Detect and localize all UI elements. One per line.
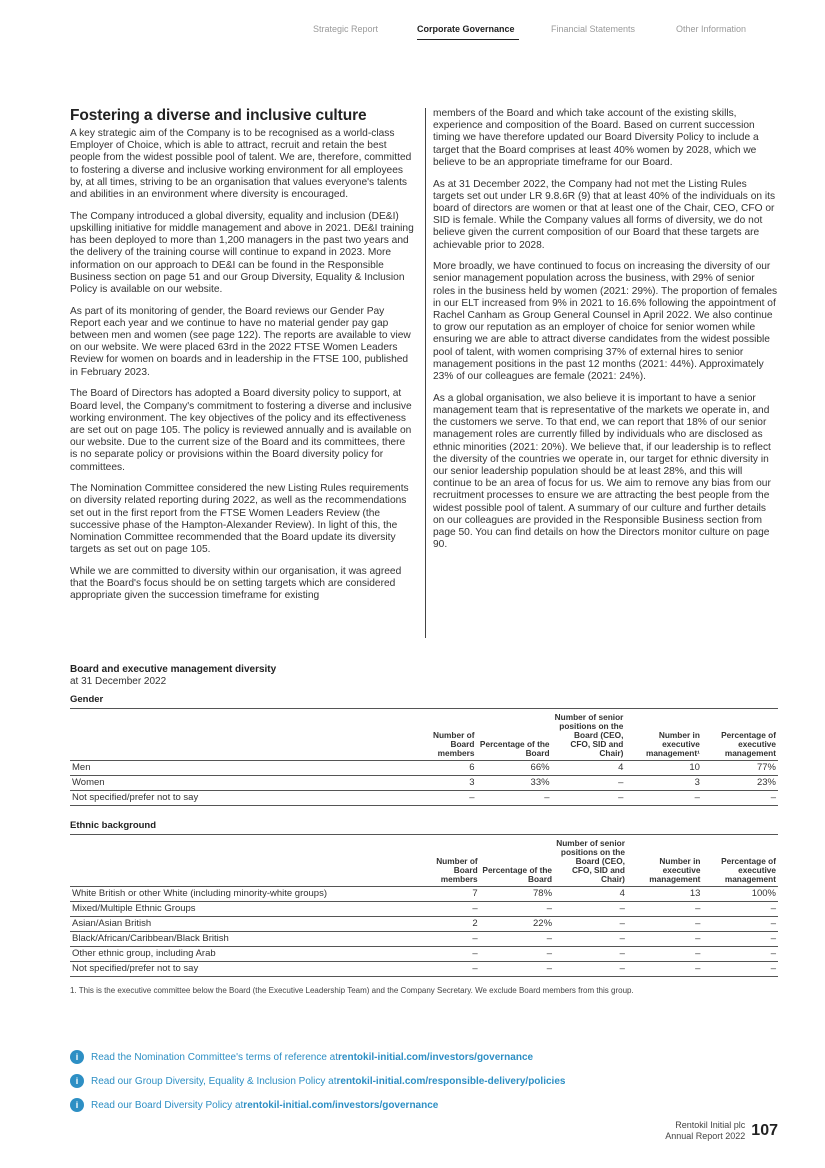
- table-row: [70, 902, 778, 917]
- column-header: Number of senior positions on the Board (CEO, CFO, SID and Chair): [554, 835, 627, 887]
- table-cell: 4: [552, 761, 626, 776]
- column-header: Percentage of the Board: [476, 709, 551, 761]
- column-header: Percentage of executive management: [702, 835, 778, 887]
- table-cell: –: [702, 917, 778, 932]
- table-cell: –: [476, 791, 551, 806]
- table-cell: 6: [409, 761, 476, 776]
- paragraph: The Company introduced a global diversity, equality and inclusion (DE&I) upskilling initiative for middle management and above in 2021. DE&I training has been deployed to more than 1,200 managers in the past two years and the delivery of the training course will continue to expand in 2023. More information on our approach to DE&I can be found in the Responsible Business section on page 51 and our Group Diversity, Equality & Inclusion Policy is available on our website.: [70, 210, 414, 295]
- paragraph: More broadly, we have continued to focus on increasing the diversity of our senior management population across the business, with 29% of senior roles in the business held by women (2021: 29%). The proportion of females in our ELT increased from 9% in 2021 to 16.6% following the appointment of Rachel Canham as Group General Counsel in April 2022. We also continue to grow our reputation as an employer of choice for senior women while ensuring we are able to attract diverse candidates from the widest possible pool of talent, with women comprising 37% of external hires to senior management positions in the past 12 months (2021: 44%). Approximately 23% of our colleagues are female (2021: 24%).: [433, 261, 778, 383]
- row-label: Black/African/Caribbean/Black British: [70, 932, 413, 947]
- footer-company: [665, 1120, 745, 1142]
- row-label: White British or other White (including minority-white groups): [70, 887, 413, 902]
- section-heading: Fostering a diverse and inclusive culture: [70, 107, 367, 124]
- table-cell: –: [627, 947, 703, 962]
- page-number: 107: [751, 1122, 778, 1139]
- table-cell: 66%: [476, 761, 551, 776]
- table-cell: 2: [413, 917, 479, 932]
- column-header: Percentage of executive management: [702, 709, 778, 761]
- reference-links: [70, 1049, 565, 1121]
- paragraph: The Board of Directors has adopted a Board diversity policy to support, at Board level, the Company's commitment to fostering a diverse and inclusive working environment. The key objectives of the policy and its effectiveness are set out on page 105. The policy is reviewed annually and is available on our website. Due to the current size of the Board and its committees, there is no separate policy or provisions within the Board diversity policy for committees.: [70, 388, 412, 473]
- table-cell: 3: [625, 776, 702, 791]
- table-row: [70, 791, 778, 806]
- row-label: Not specified/prefer not to say: [70, 962, 413, 977]
- ethnic-table: [70, 835, 778, 977]
- table-cell: –: [554, 947, 627, 962]
- diversity-tables: [70, 664, 778, 977]
- table-cell: –: [702, 932, 778, 947]
- table-cell: –: [554, 962, 627, 977]
- table-cell: –: [480, 947, 554, 962]
- table-cell: –: [554, 917, 627, 932]
- table-cell: –: [413, 947, 479, 962]
- table-cell: –: [627, 917, 703, 932]
- nav-active-underline: [417, 39, 519, 40]
- table-cell: –: [627, 932, 703, 947]
- table-cell: –: [625, 791, 702, 806]
- link-text: Read the Nomination Committee's terms of reference at: [91, 1051, 339, 1063]
- table-footnote: 1. This is the executive committee below the Board (the Executive Leadership Team) and the Company Secretary. We exclude Board members from this group.: [70, 986, 634, 995]
- table-cell: 3: [409, 776, 476, 791]
- nav-strategic-report[interactable]: Strategic Report: [313, 24, 379, 34]
- paragraph: The Nomination Committee considered the new Listing Rules requirements on diversity related reporting during 2022, as well as the recommendations set out in the first report from the FTSE Women Leaders Review (the successive phase of the Hampton-Alexander Review). In light of this, the Nomination Committee recommended that the Board update its diversity targets as set out on page 105.: [70, 483, 409, 556]
- row-label: Not specified/prefer not to say: [70, 791, 409, 806]
- column-header: Number in executive management¹: [625, 709, 702, 761]
- ethnic-header-row: [70, 835, 778, 887]
- top-navigation: [0, 24, 825, 44]
- column-header: Number of senior positions on the Board (CEO, CFO, SID and Chair): [552, 709, 626, 761]
- link-nomination-terms[interactable]: [70, 1049, 565, 1065]
- diversity-title: Board and executive management diversity: [70, 664, 277, 675]
- report-name: Annual Report 2022: [665, 1131, 746, 1141]
- column-header: Number of Board members: [409, 709, 476, 761]
- table-row: [70, 917, 778, 932]
- link-url[interactable]: rentokil-initial.com/investors/governance: [243, 1099, 439, 1111]
- paragraph: As a global organisation, we also believe it is important to have a senior management team that is representative of the markets we operate in, and the customers we serve. To that end, we can report that 18% of our senior management roles are currently filled by individuals who are disclosed as ethnic minorities (2021: 20%). We believe that, if our leadership is to reflect the diversity of the countries we operate in, our target for ethnic diversity in our senior leadership population should be at least 28%, and this will continue to be an area of focus for us. We aim to remove any bias from our recruitment processes to ensure we are attracting the best people from the widest possible pool of talent. A summary of our culture and further details on our colleagues are provided in the Responsible Business section from page 50. You can find details on how the Directors monitor culture on page 90.: [433, 392, 771, 551]
- column-header: Percentage of the Board: [480, 835, 554, 887]
- table-cell: –: [480, 932, 554, 947]
- link-text: Read our Board Diversity Policy at: [91, 1099, 244, 1111]
- row-label: Women: [70, 776, 409, 791]
- paragraph: members of the Board and which take account of the existing skills, experience and composition of the Board. Based on current succession timing we have therefore updated our Board Diversity Policy to include a target that the Board comprises at least 40% women by 2028, which we believe to be an appropriate timeframe for our Board.: [433, 108, 759, 168]
- table-row: [70, 776, 778, 791]
- link-url[interactable]: rentokil-initial.com/investors/governance: [338, 1051, 534, 1063]
- info-icon: i: [70, 1098, 84, 1112]
- row-label: Asian/Asian British: [70, 917, 413, 932]
- table-row: [70, 761, 778, 776]
- column-header: [70, 835, 413, 887]
- table-cell: 22%: [480, 917, 554, 932]
- nav-financial-statements[interactable]: Financial Statements: [551, 24, 636, 34]
- info-icon: i: [70, 1074, 84, 1088]
- table-cell: 13: [627, 887, 703, 902]
- table-cell: –: [413, 902, 479, 917]
- gender-table: [70, 709, 778, 806]
- info-icon: i: [70, 1050, 84, 1064]
- table-cell: 78%: [480, 887, 554, 902]
- row-label: Mixed/Multiple Ethnic Groups: [70, 902, 413, 917]
- nav-corporate-governance[interactable]: Corporate Governance: [417, 24, 515, 34]
- table-cell: –: [702, 962, 778, 977]
- table-cell: –: [552, 776, 626, 791]
- link-text: Read our Group Diversity, Equality & Inclusion Policy at: [91, 1075, 337, 1087]
- page-footer: [665, 1120, 778, 1142]
- company-name: Rentokil Initial plc: [675, 1120, 746, 1130]
- table-cell: 23%: [702, 776, 778, 791]
- paragraph: While we are committed to diversity within our organisation, it was agreed that the Board's focus should be on setting targets which are considered appropriate given the succession timeframe for existing: [70, 566, 402, 602]
- table-cell: –: [480, 902, 554, 917]
- paragraph: As at 31 December 2022, the Company had not met the Listing Rules targets set out under LR 9.8.6R (9) that at least 40% of the individuals on its board of directors are women or that at least one of the Chair, CEO, CFO or SID is female. While the Company values all forms of diversity, we do not believe given the current composition of our Board that these targets are achievable prior to 2028.: [433, 178, 776, 251]
- paragraph: As part of its monitoring of gender, the Board reviews our Gender Pay Report each year and we continue to have no material gender pay gap between men and women (see page 122). The reports are available to view on our website. We were placed 63rd in the 2022 FTSE Women Leaders Review for women on boards and in leadership in the FTSE 100, published in February 2023.: [70, 305, 411, 378]
- link-board-diversity-policy[interactable]: [70, 1097, 565, 1113]
- table-row: [70, 947, 778, 962]
- nav-other-information[interactable]: Other Information: [676, 24, 747, 34]
- right-column: [433, 108, 778, 561]
- row-label: Men: [70, 761, 409, 776]
- paragraph: A key strategic aim of the Company is to be recognised as a world-class Employer of Choice, which is able to attract, recruit and retain the best people from the widest possible pool of talent. We are, therefore, committed to fostering a diverse and inclusive working environment for all employees by, at all times, striving to be an organisation that values everyone's talents and abilities in an environment where diversity is encouraged.: [70, 128, 412, 201]
- table-cell: –: [702, 791, 778, 806]
- table-cell: 77%: [702, 761, 778, 776]
- table-cell: 33%: [476, 776, 551, 791]
- gender-header-row: [70, 709, 778, 761]
- row-label: Other ethnic group, including Arab: [70, 947, 413, 962]
- gender-section-label: Gender: [70, 694, 778, 709]
- left-column: [70, 106, 415, 612]
- table-cell: 7: [413, 887, 479, 902]
- column-header: Number of Board members: [413, 835, 479, 887]
- ethnic-section-label: Ethnic background: [70, 820, 778, 835]
- table-row: [70, 962, 778, 977]
- column-header: Number in executive management: [627, 835, 703, 887]
- column-header: [70, 709, 409, 761]
- table-cell: –: [627, 962, 703, 977]
- table-row: [70, 932, 778, 947]
- table-row: [70, 887, 778, 902]
- table-cell: –: [554, 902, 627, 917]
- table-cell: –: [554, 932, 627, 947]
- table-cell: –: [413, 962, 479, 977]
- column-divider: [425, 108, 426, 638]
- table-cell: –: [627, 902, 703, 917]
- table-cell: 4: [554, 887, 627, 902]
- link-url[interactable]: rentokil-initial.com/responsible-delivery/policies: [336, 1075, 566, 1087]
- table-cell: –: [409, 791, 476, 806]
- table-cell: 10: [625, 761, 702, 776]
- table-cell: –: [702, 902, 778, 917]
- link-dei-policy[interactable]: [70, 1073, 565, 1089]
- table-cell: –: [413, 932, 479, 947]
- table-cell: –: [702, 947, 778, 962]
- table-cell: 100%: [702, 887, 778, 902]
- table-cell: –: [552, 791, 626, 806]
- diversity-subtitle: at 31 December 2022: [70, 676, 167, 687]
- table-cell: –: [480, 962, 554, 977]
